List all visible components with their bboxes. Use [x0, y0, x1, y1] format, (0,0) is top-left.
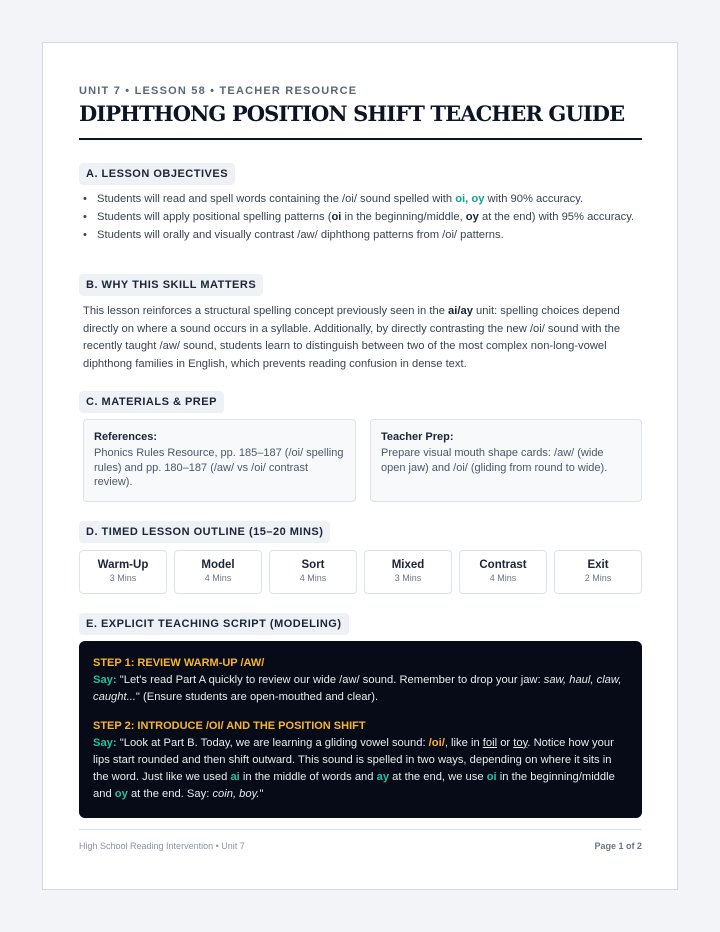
example-word: foil [482, 736, 498, 749]
phase-tile [79, 550, 167, 594]
say-label: Say: [93, 674, 117, 687]
step-text [93, 735, 628, 804]
list-item [79, 192, 642, 206]
objective-text: at the end) with 95% accuracy. [478, 211, 635, 223]
page-number: Page 1 of 2 [594, 841, 642, 851]
script-text: . Notice how your lips start rounded and then shift outward. This sound is spelled in two ways, depending on where it sits in the word. Just like we used [93, 736, 614, 784]
script-text: " [259, 788, 264, 801]
step-title: STEP 2: INTRODUCE /OI/ AND THE POSITION SHIFT [93, 719, 366, 732]
phase-name: Warm-Up [97, 559, 149, 571]
section-heading-materials: C. MATERIALS & PREP [79, 391, 224, 413]
phase-name: Exit [587, 559, 609, 571]
step-text [93, 672, 628, 706]
script-text: " (Ensure students are open-mouthed and clear). [135, 691, 379, 704]
phase-tile [364, 550, 452, 594]
paragraph-text: This lesson reinforces a structural spelling concept previously seen in the [83, 305, 449, 317]
phase-name: Sort [301, 559, 325, 571]
why-paragraph [83, 303, 639, 373]
phase-duration: 4 Mins [204, 573, 232, 583]
phase-tile [269, 550, 357, 594]
references-card [83, 419, 356, 502]
objective-text: Students will apply positional spelling patterns ( [97, 211, 332, 223]
spelling-bold: oy [465, 211, 479, 223]
spelling-bold: oi [331, 211, 342, 223]
phase-duration: 2 Mins [584, 573, 612, 583]
script-text: in the beginning/middle and [93, 771, 615, 801]
card-title: References: [94, 431, 157, 443]
script-text: "Look at Part B. Today, we are learning a gliding vowel sound: [116, 736, 429, 749]
script-examples: coin, boy. [212, 788, 260, 801]
objective-text: Students will orally and visually contrast /aw/ diphthong patterns from /oi/ patterns. [97, 229, 504, 241]
teacher-prep-card [370, 419, 642, 502]
spelling-highlight: oi [486, 771, 497, 784]
section-heading-objectives: A. LESSON OBJECTIVES [79, 163, 235, 185]
script-text: at the end. Say: [127, 788, 213, 801]
card-body: Phonics Rules Resource, pp. 185–187 (/oi/ spelling rules) and pp. 180–187 (/aw/ vs /oi/ contrast review). [94, 447, 344, 488]
section-heading-script: E. EXPLICIT TEACHING SCRIPT (MODELING) [79, 613, 349, 635]
objective-text: in the beginning/middle, [341, 211, 466, 223]
page-title: DIPHTHONG POSITION SHIFT TEACHER GUIDE [79, 101, 625, 126]
script-text: at the end, we use [389, 771, 487, 784]
eyebrow-label: UNIT 7 • LESSON 58 • TEACHER RESOURCE [79, 85, 358, 97]
section-heading-outline: D. TIMED LESSON OUTLINE (15–20 MINS) [79, 521, 330, 543]
card-title: Teacher Prep: [381, 431, 454, 443]
step-title: STEP 1: REVIEW WARM-UP /AW/ [93, 657, 265, 669]
card-body: Prepare visual mouth shape cards: /aw/ (wide open jaw) and /oi/ (gliding from round to wide). [381, 447, 608, 474]
footer-divider [79, 829, 642, 830]
phase-name: Mixed [391, 559, 425, 571]
objective-text: Students will read and spell words containing the /oi/ sound spelled with [97, 193, 456, 205]
objectives-list [79, 192, 642, 246]
script-text: "Let's read Part A quickly to review our wide /aw/ sound. Remember to drop your jaw: [116, 674, 544, 687]
spelling-highlight: oi, oy [455, 193, 485, 205]
list-item [79, 228, 642, 242]
phase-duration: 3 Mins [109, 573, 137, 583]
phase-tile [554, 550, 642, 594]
phase-name: Model [201, 559, 235, 571]
spelling-highlight: ai [230, 771, 240, 784]
phase-tile [459, 550, 547, 594]
phase-name: Contrast [479, 559, 527, 571]
spelling-highlight: oy [114, 788, 128, 801]
teaching-script-box [79, 641, 642, 818]
phase-tile [174, 550, 262, 594]
objective-text: with 90% accuracy. [484, 193, 584, 205]
say-label: Say: [93, 736, 117, 749]
script-examples: saw, haul, claw, caught... [93, 674, 622, 704]
paragraph-bold: ai/ay [448, 305, 473, 317]
sound-highlight: /oi/ [428, 736, 445, 749]
script-text: in the middle of words and [239, 771, 377, 784]
title-divider [79, 138, 642, 140]
list-item [79, 210, 642, 224]
spelling-highlight: ay [376, 771, 390, 784]
example-word: toy [513, 736, 528, 749]
phase-duration: 4 Mins [489, 573, 517, 583]
section-heading-why: B. WHY THIS SKILL MATTERS [79, 274, 263, 296]
document-page [42, 42, 678, 890]
script-text: or [497, 736, 514, 749]
footer-course: High School Reading Intervention • Unit 7 [79, 841, 245, 851]
phase-duration: 3 Mins [394, 573, 422, 583]
script-text: , like in [444, 736, 483, 749]
phase-duration: 4 Mins [299, 573, 327, 583]
lesson-outline [79, 550, 642, 594]
paragraph-text: unit: spelling choices depend directly on where a sound occurs in a syllable. Additionally, by directly contrasting the new /oi/ sound with the recently taught /aw/ sound, students learn to distinguish between two of the most complex non-long-vowel diphthong families in English, which prevents reading confusion in dense text. [83, 305, 621, 370]
